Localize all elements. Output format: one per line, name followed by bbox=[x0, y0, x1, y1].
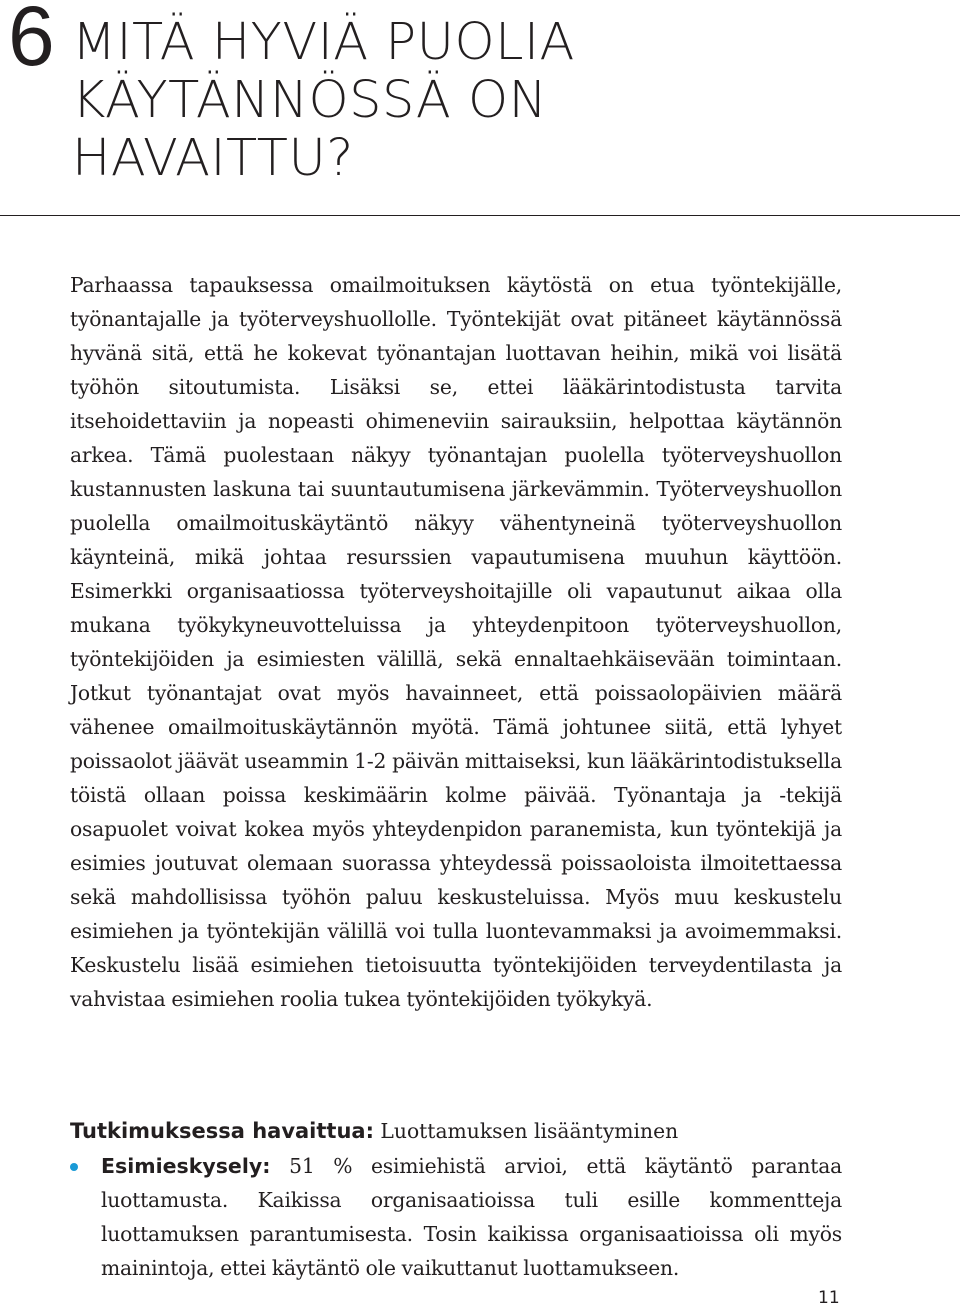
finding-value: Luottamuksen lisääntyminen bbox=[373, 1119, 679, 1143]
bullet-label: Esimieskysely: bbox=[101, 1154, 271, 1178]
body-paragraph: Parhaassa tapauksessa omailmoituksen käytöstä on etua työntekijälle, työnantajalle ja työterveyshuollolle. Työntekijät ovat pitäneet käytännössä hyvänä sitä, että he kokevat työnantajan luottavan heihin, mikä voi lisätä työhön sitoutumista. Lisäksi se, ettei lääkärintodistusta tarvita itsehoidettaviin ja nopeasti ohimeneviin sairauksiin, helpottaa käytännön arkea. Tämä puolestaan näkyy työnantajan puolella työterveyshuollon kustannusten laskuna tai suuntautumisena järkevämmin. Työterveyshuollon puolella omailmoituskäytäntö näkyy vähentyneinä työterveyshuollon käynteinä, mikä johtaa resurssien vapautumisena muuhun käyttöön. Esimerkki organisaatiossa työterveyshoitajille oli vapautunut aikaa olla mukana työkykyneuvotteluissa ja yhteydenpitoon työterveyshuollon, työntekijöiden ja esimiesten välillä, sekä ennaltaehkäisevään toimintaan. Jotkut työnantajat ovat myös havainneet, että poissaolopäivien määrä vähenee omailmoituskäytännön myötä. Tämä johtunee siitä, että lyhyet poissaolot jäävät useammin 1-2 päivän mittaiseksi, kun lääkärintodistuksella töistä ollaan poissa keskimäärin kolme päivää. Työnantaja ja -tekijä osapuolet voivat kokea myös yhteydenpidon paranemista, kun työntekijä ja esimies joutuvat olemaan suorassa yhteydessä poissaoloista ilmoitettaessa sekä mahdollisissa työhön paluu keskusteluissa. Myös muu keskustelu esimiehen ja työntekijän välillä voi tulla luontevammaksi ja avoimemmaksi. Keskustelu lisää esimiehen tietoisuutta työntekijöiden terveydentilasta ja vahvistaa esimiehen roolia tukea työntekijöiden työkykyä. bbox=[70, 273, 842, 1011]
finding-bullet-list bbox=[70, 1149, 842, 1285]
chapter-title-line: HAVAITTU? bbox=[72, 129, 354, 188]
finding-label: Tutkimuksessa havaittua: bbox=[70, 1119, 374, 1143]
chapter-title bbox=[72, 14, 692, 188]
chapter-title-line: MITÄ HYVIÄ PUOLIA bbox=[72, 13, 575, 72]
title-divider bbox=[0, 215, 960, 216]
bullet-dot-icon bbox=[70, 1163, 78, 1171]
chapter-title-line: KÄYTÄNNÖSSÄ ON bbox=[72, 71, 548, 130]
bullet-text: 51 % esimiehistä arvioi, että käytäntö parantaa luottamusta. Kaikissa organisaatioissa tuli esille kommentteja luottamuksen parantumisesta. Tosin kaikissa organisaatioissa oli myös mainintoja, ettei käytäntö ole vaikuttanut luottamukseen. bbox=[101, 1154, 842, 1280]
page-number: 11 bbox=[818, 1288, 840, 1308]
research-finding bbox=[70, 1114, 850, 1148]
chapter-number: 6 bbox=[8, 0, 53, 83]
finding-bullet-item bbox=[70, 1149, 842, 1285]
